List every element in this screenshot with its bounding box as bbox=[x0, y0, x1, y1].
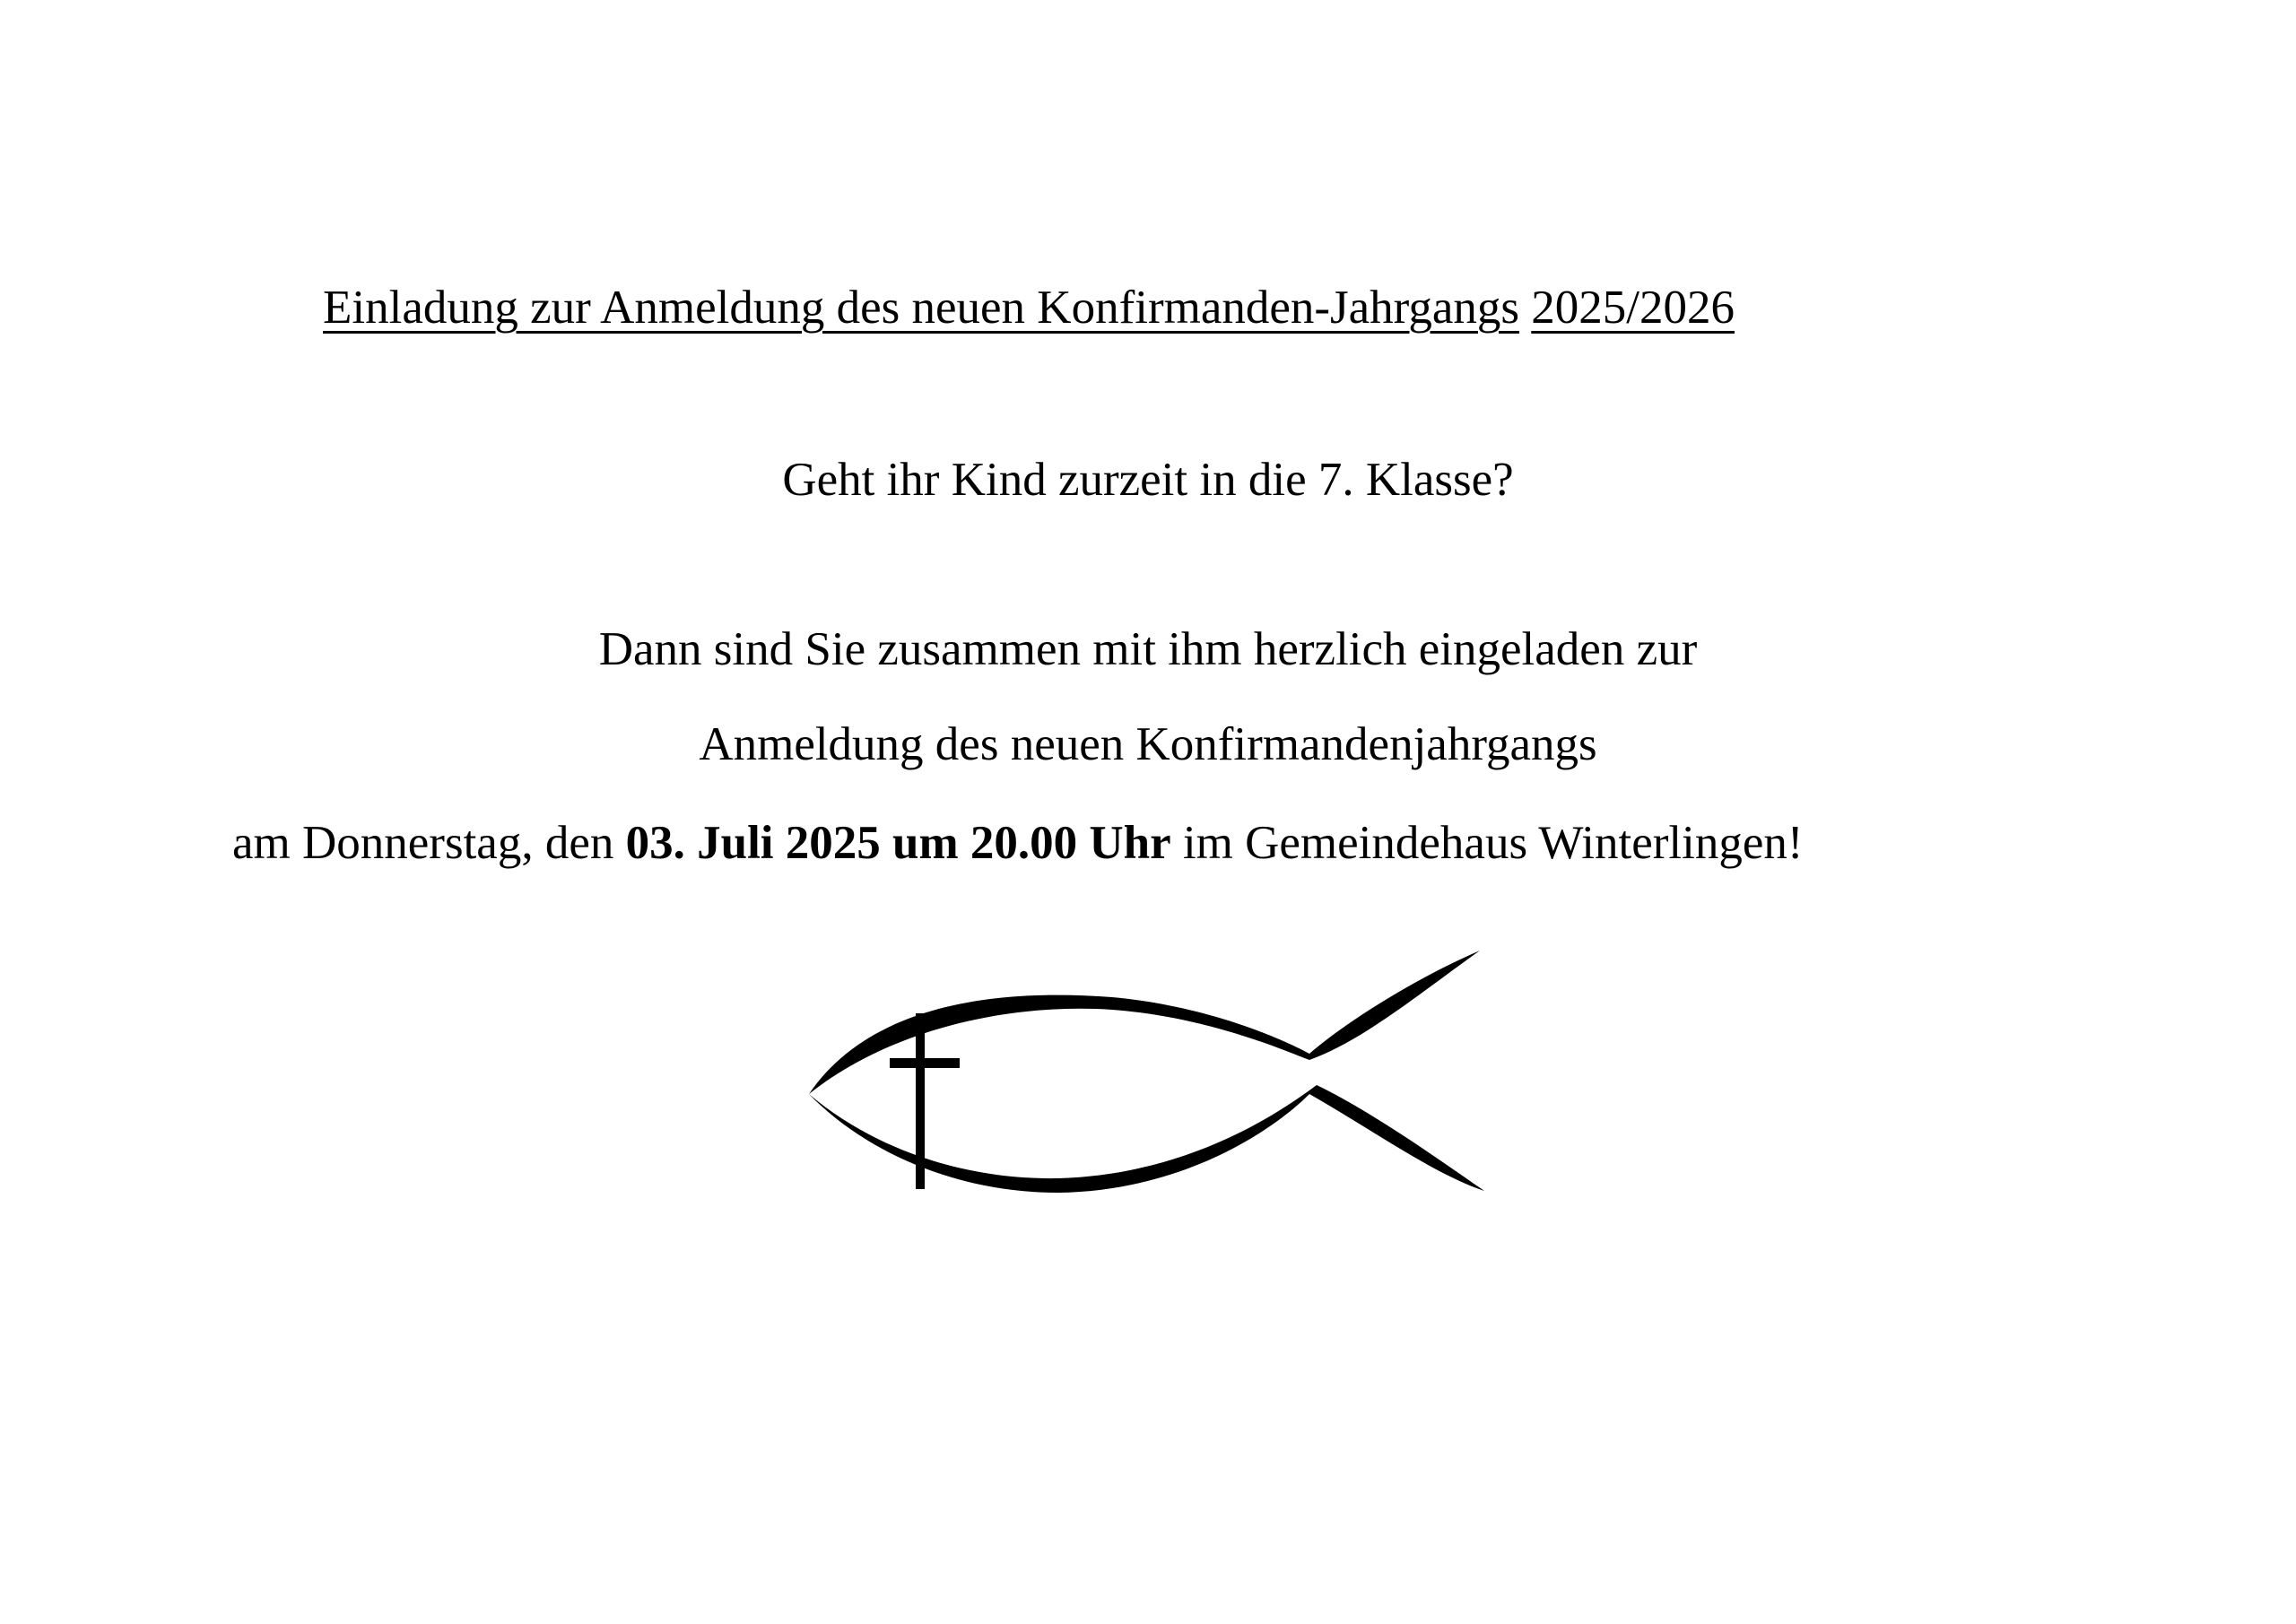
invitation-line-1: Dann sind Sie zusammen mit ihm herzlich eingeladen zur bbox=[598, 623, 1698, 675]
title-year: 2025/2026 bbox=[1531, 282, 1735, 334]
question-text: Geht ihr Kind zurzeit in die 7. Klasse? bbox=[782, 454, 1514, 506]
cross-horizontal bbox=[890, 1058, 960, 1068]
date-suffix: im Gemeindehaus Winterlingen! bbox=[1170, 817, 1804, 869]
page-title bbox=[323, 279, 1735, 336]
invitation-line-2: Anmeldung des neuen Konfirmandenjahrgangs bbox=[699, 718, 1597, 770]
cross-vertical bbox=[916, 1013, 925, 1189]
title-main: Einladung zur Anmeldung des neuen Konfirmanden-Jahrgangs bbox=[323, 282, 1520, 334]
event-date-line bbox=[232, 814, 1804, 872]
fish-lower-arc bbox=[809, 1085, 1484, 1193]
ichthys-fish-with-cross-icon bbox=[789, 951, 1525, 1220]
fish-upper-arc bbox=[809, 951, 1480, 1094]
date-prefix: am Donnerstag, den bbox=[232, 817, 626, 869]
event-date-time: 03. Juli 2025 um 20.00 Uhr bbox=[625, 817, 1171, 869]
